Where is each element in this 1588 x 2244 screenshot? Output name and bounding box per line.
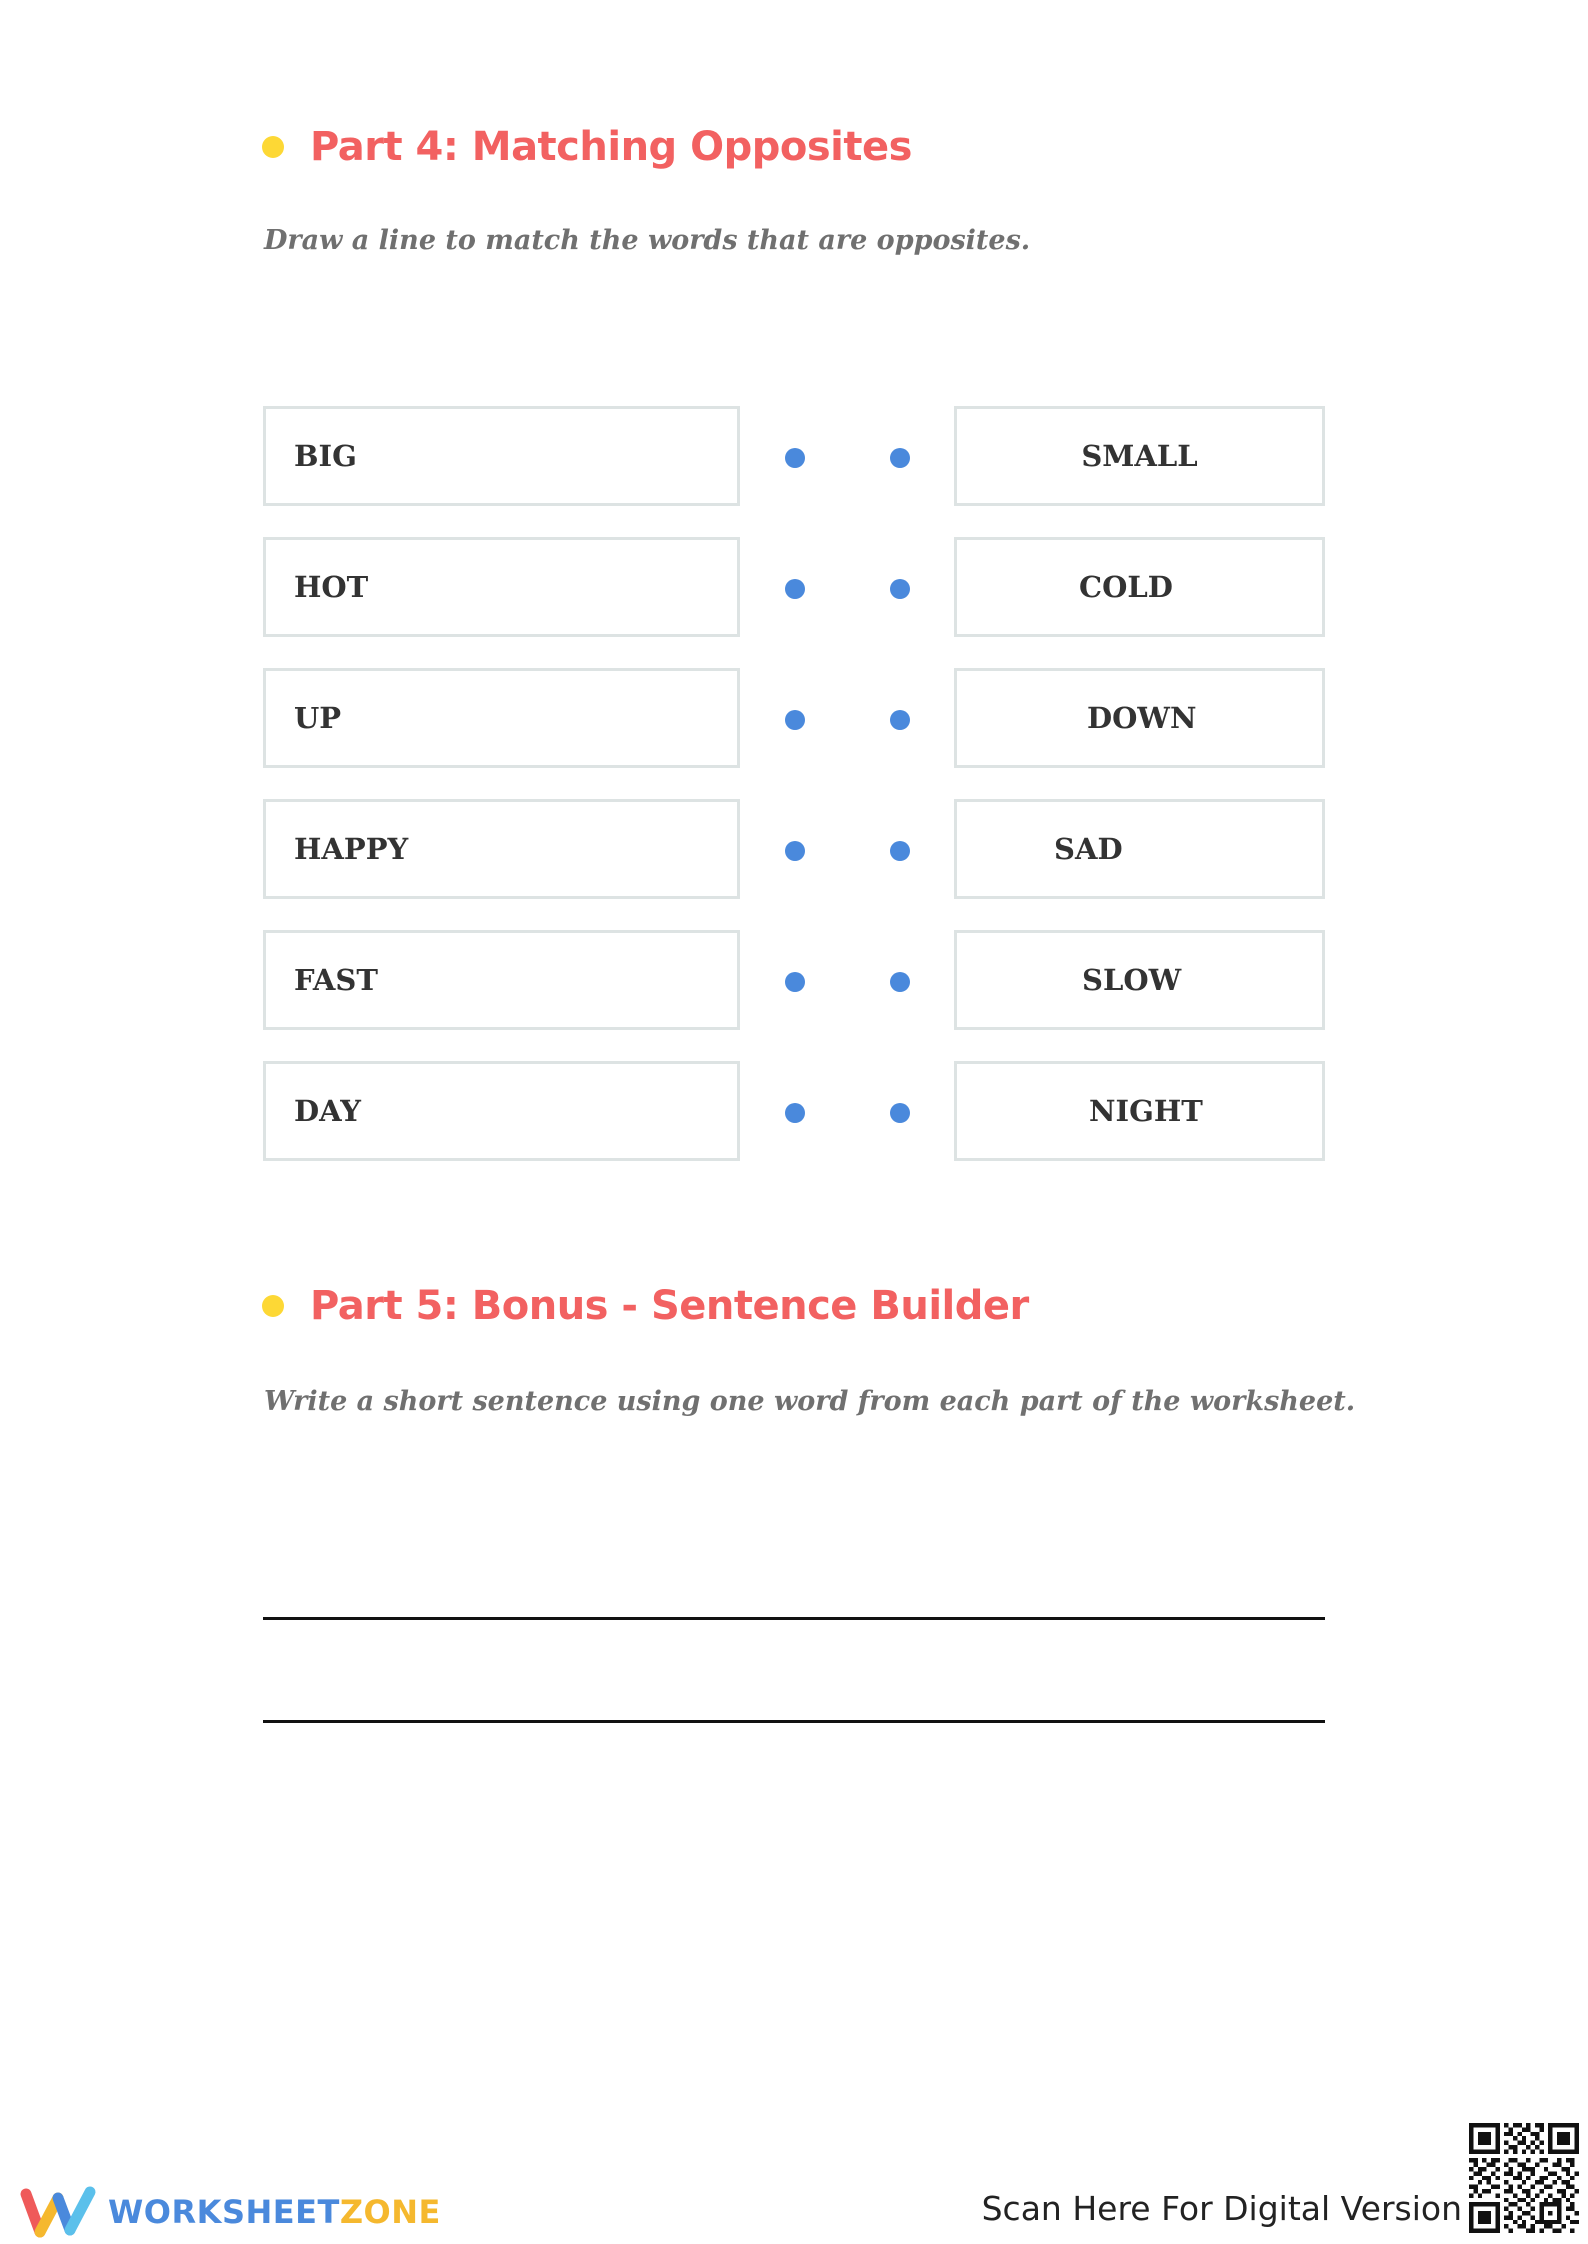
qr-code-icon[interactable] bbox=[1469, 2123, 1579, 2233]
left-word-box: UP bbox=[263, 668, 740, 768]
left-word-box: HAPPY bbox=[263, 799, 740, 899]
left-match-dot[interactable] bbox=[785, 972, 805, 992]
right-match-dot[interactable] bbox=[890, 579, 910, 599]
right-word-box: DOWN bbox=[954, 668, 1325, 768]
worksheetzone-logo-icon bbox=[18, 2184, 100, 2240]
matching-area bbox=[263, 406, 1325, 1192]
left-match-dot[interactable] bbox=[785, 710, 805, 730]
left-word-box: FAST bbox=[263, 930, 740, 1030]
left-match-dot[interactable] bbox=[785, 841, 805, 861]
right-match-dot[interactable] bbox=[890, 1103, 910, 1123]
left-match-dot[interactable] bbox=[785, 1103, 805, 1123]
yellow-bullet-icon bbox=[262, 136, 284, 158]
match-row bbox=[263, 1061, 1325, 1167]
brand-text-part1: WORKSHEET bbox=[108, 2193, 340, 2231]
match-row bbox=[263, 930, 1325, 1036]
left-word-box: DAY bbox=[263, 1061, 740, 1161]
brand-text-part2: ZONE bbox=[339, 2193, 441, 2231]
part4-title-text: Part 4: Matching Opposites bbox=[310, 124, 912, 170]
match-row bbox=[263, 668, 1325, 774]
left-match-dot[interactable] bbox=[785, 448, 805, 468]
part5-title-text: Part 5: Bonus - Sentence Builder bbox=[310, 1283, 1029, 1329]
part4-title bbox=[262, 124, 912, 170]
right-word-box: COLD bbox=[954, 537, 1325, 637]
left-match-dot[interactable] bbox=[785, 579, 805, 599]
right-match-dot[interactable] bbox=[890, 841, 910, 861]
left-word-box: HOT bbox=[263, 537, 740, 637]
scan-caption: Scan Here For Digital Version bbox=[981, 2189, 1462, 2228]
right-match-dot[interactable] bbox=[890, 710, 910, 730]
part4-instructions: Draw a line to match the words that are opposites. bbox=[264, 225, 1031, 256]
right-match-dot[interactable] bbox=[890, 972, 910, 992]
match-row bbox=[263, 537, 1325, 643]
right-word-box: SMALL bbox=[954, 406, 1325, 506]
right-word-box: NIGHT bbox=[954, 1061, 1325, 1161]
left-word-box: BIG bbox=[263, 406, 740, 506]
part5-title bbox=[262, 1283, 1029, 1329]
worksheetzone-logo bbox=[18, 2184, 441, 2240]
right-word-box: SAD bbox=[954, 799, 1325, 899]
match-row bbox=[263, 799, 1325, 905]
right-match-dot[interactable] bbox=[890, 448, 910, 468]
yellow-bullet-icon bbox=[262, 1295, 284, 1317]
brand-text bbox=[108, 2193, 441, 2231]
part5-instructions: Write a short sentence using one word from each part of the worksheet. bbox=[264, 1386, 1356, 1417]
writing-line[interactable] bbox=[263, 1617, 1325, 1620]
writing-line[interactable] bbox=[263, 1720, 1325, 1723]
match-row bbox=[263, 406, 1325, 512]
right-word-box: SLOW bbox=[954, 930, 1325, 1030]
